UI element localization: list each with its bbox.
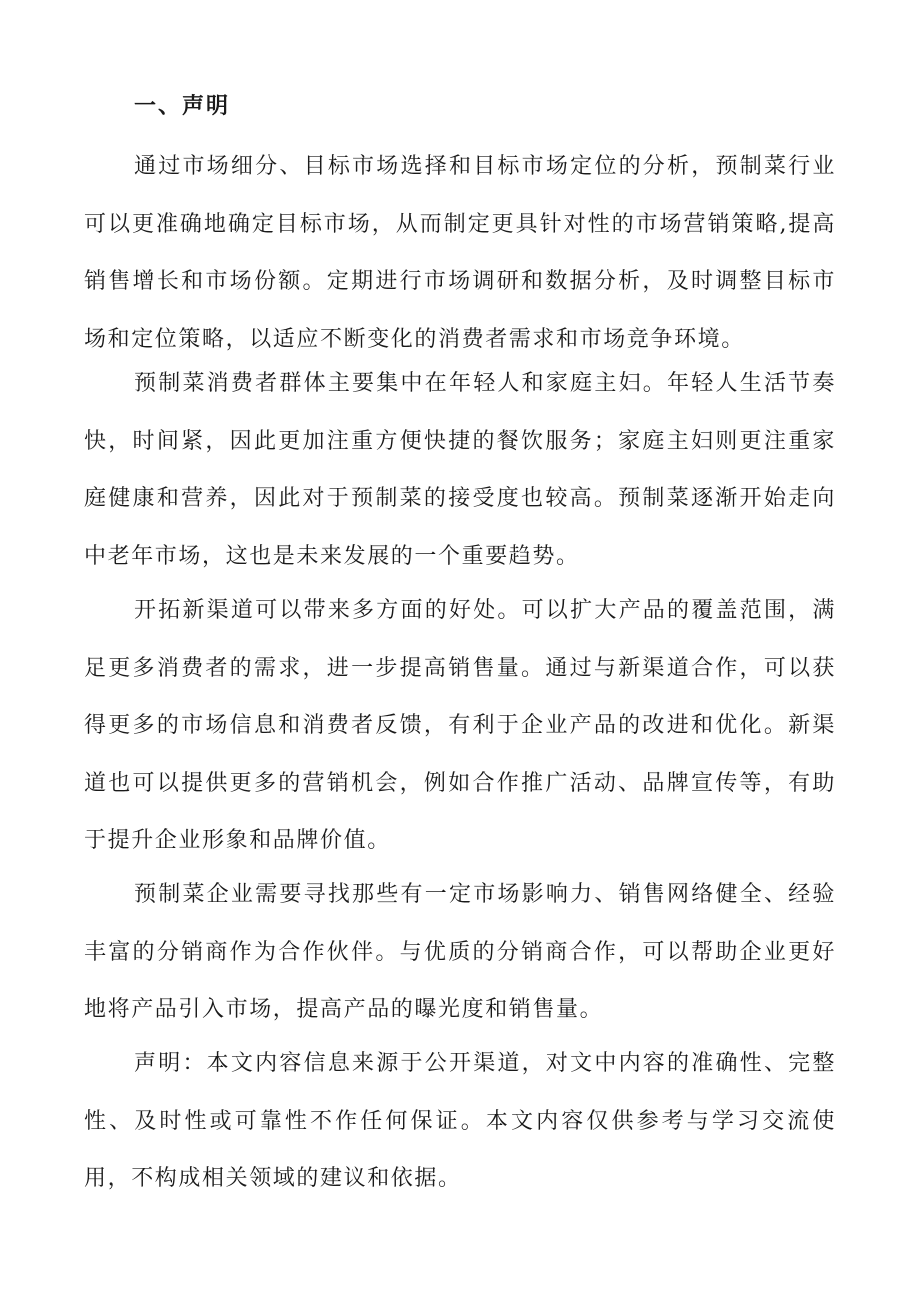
paragraph-distributors: 预制菜企业需要寻找那些有一定市场影响力、销售网络健全、经验丰富的分销商作为合作伙伴。与优质的分销商合作，可以帮助企业更好地将产品引入市场，提高产品的曝光度和销售量。 [84,882,836,1022]
section-heading: 一、声明 [134,93,231,119]
paragraph-market-positioning: 通过市场细分、目标市场选择和目标市场定位的分析，预制菜行业可以更准确地确定目标市场，从而制定更具针对性的市场营销策略,提高销售增长和市场份额。定期进行市场调研和数据分析，及时调整目标市场和定位策略，以适应不断变化的消费者需求和市场竞争环境。 [84,154,836,352]
paragraph-new-channels: 开拓新渠道可以带来多方面的好处。可以扩大产品的覆盖范围，满足更多消费者的需求，进一步提高销售量。通过与新渠道合作，可以获得更多的市场信息和消费者反馈，有利于企业产品的改进和优化。新渠道也可以提供更多的营销机会，例如合作推广活动、品牌宣传等，有助于提升企业形象和品牌价值。 [84,598,836,853]
paragraph-disclaimer: 声明：本文内容信息来源于公开渠道，对文中内容的准确性、完整性、及时性或可靠性不作任何保证。本文内容仅供参考与学习交流使用，不构成相关领域的建议和依据。 [84,1051,836,1191]
paragraph-consumer-groups: 预制菜消费者群体主要集中在年轻人和家庭主妇。年轻人生活节奏快，时间紧，因此更加注重方便快捷的餐饮服务；家庭主妇则更注重家庭健康和营养，因此对于预制菜的接受度也较高。预制菜逐渐开始走向中老年市场，这也是未来发展的一个重要趋势。 [84,371,836,569]
